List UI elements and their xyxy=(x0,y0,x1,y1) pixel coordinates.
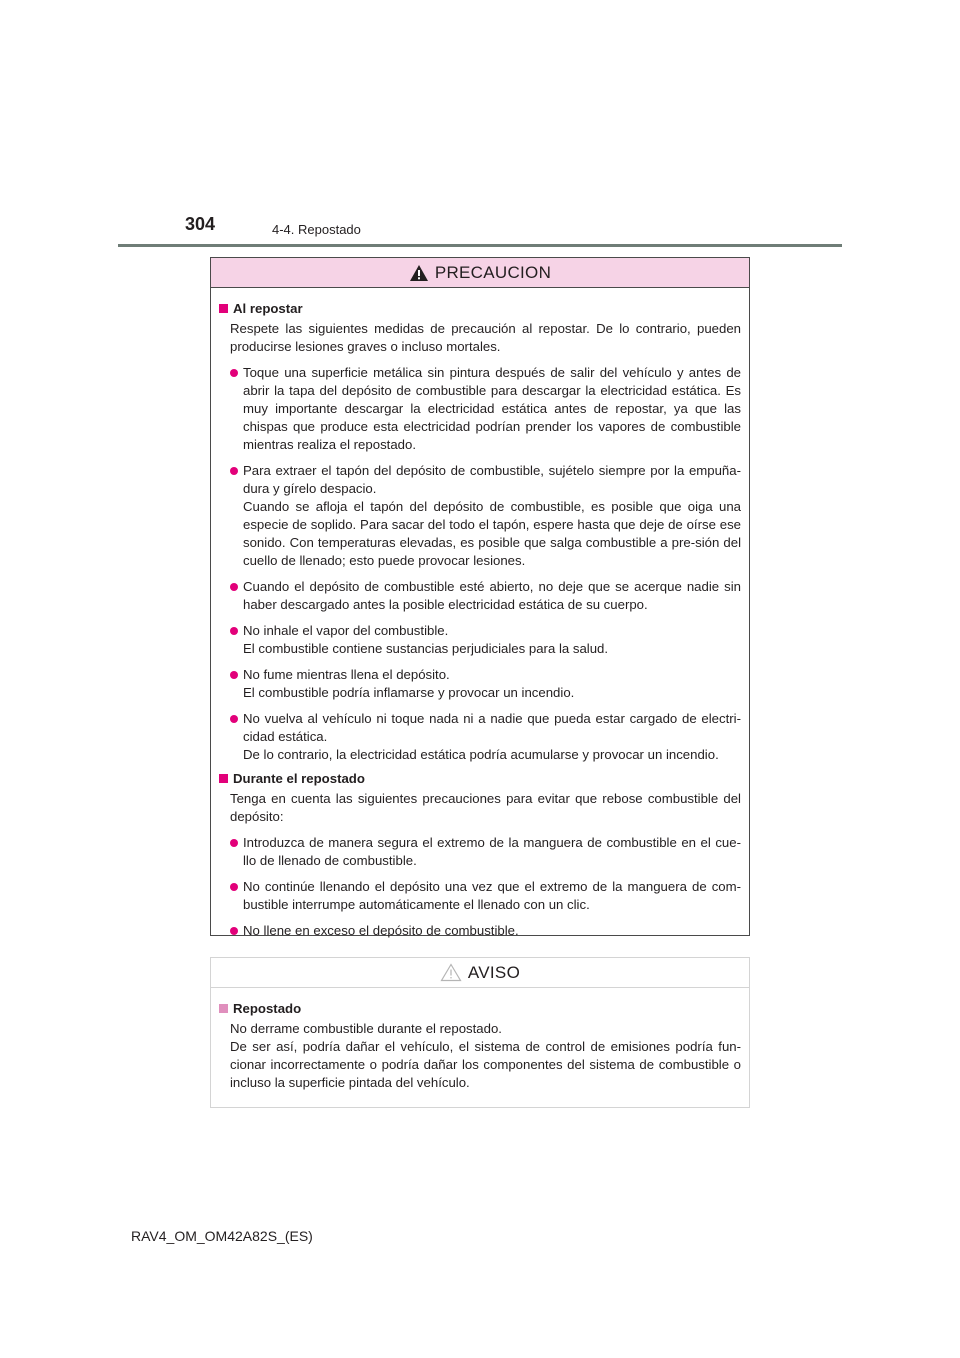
section-heading: Durante el repostado xyxy=(219,770,741,788)
section-heading: Al repostar xyxy=(219,300,741,318)
circle-bullet-icon xyxy=(230,467,238,475)
page-header xyxy=(185,212,845,242)
list-item: No llene en exceso el depósito de combustible. xyxy=(230,922,741,940)
circle-bullet-icon xyxy=(230,671,238,679)
circle-bullet-icon xyxy=(230,927,238,935)
circle-bullet-icon xyxy=(230,583,238,591)
list-item: Cuando el depósito de combustible esté abierto, no deje que se acerque nadie sin haber descargado antes la posible electricidad estática de su cuerpo. xyxy=(230,578,741,614)
list-item: Toque una superficie metálica sin pintura después de salir del vehículo y antes de abrir la tapa del depósito de combustible para descargar la electricidad estática. Es muy importante descargar la electricidad estática antes de repostar, ya que las chispas que produce esta electricidad podrían prender los vapores de combustible mientras realiza el repostado. xyxy=(230,364,741,454)
list-item: No inhale el vapor del combustible. El combustible contiene sustancias perjudiciales para la salud. xyxy=(230,622,741,658)
list-item: No vuelva al vehículo ni toque nada ni a nadie que pueda estar cargado de electri-cidad estática. De lo contrario, la electricidad estática podría acumularse y provocar un incendio. xyxy=(230,710,741,764)
caution-box xyxy=(210,257,750,936)
list-item: No fume mientras llena el depósito. El combustible podría inflamarse y provocar un incendio. xyxy=(230,666,741,702)
list-item: No continúe llenando el depósito una vez que el extremo de la manguera de com-bustible interrumpe automáticamente el llenado con un clic. xyxy=(230,878,741,914)
section-text: No derrame combustible durante el repostado. De ser así, podría dañar el vehículo, el sistema de control de emisiones podría fun-cionar incorrectamente o podría dañar los componentes del sistema de combustible o incluso la superficie pintada del vehículo. xyxy=(230,1021,741,1090)
caution-section-during-refueling xyxy=(219,770,741,940)
caution-section-refueling xyxy=(219,300,741,764)
section-heading: Repostado xyxy=(219,1000,741,1018)
section-title: 4-4. Repostado xyxy=(272,222,361,237)
circle-bullet-icon xyxy=(230,627,238,635)
caution-body xyxy=(211,288,749,940)
page-number: 304 xyxy=(185,214,216,234)
circle-bullet-icon xyxy=(230,369,238,377)
section-intro: Tenga en cuenta las siguientes precauciones para evitar que rebose combustible del depósito: xyxy=(230,791,741,824)
square-bullet-icon xyxy=(219,774,228,783)
notice-body xyxy=(211,988,749,1092)
circle-bullet-icon xyxy=(230,883,238,891)
header-rule xyxy=(118,244,842,247)
circle-bullet-icon xyxy=(230,839,238,847)
list-item: Para extraer el tapón del depósito de combustible, sujételo siempre por la empuña-dura y gírelo despacio. Cuando se afloja el tapón del depósito de combustible, es posible que oiga una especie de soplido. Para sacar del todo el tapón, espere hasta que deje de oírse ese sonido. Con temperaturas elevadas, es posible que salga combustible a pre-sión del cuello de llenado; esto puede provocar lesiones. xyxy=(230,462,741,570)
document-code: RAV4_OM_OM42A82S_(ES) xyxy=(131,1228,313,1244)
notice-title: AVISO xyxy=(467,962,521,982)
circle-bullet-icon xyxy=(230,715,238,723)
notice-title-bar xyxy=(211,958,749,988)
caution-title: PRECAUCION xyxy=(434,262,552,282)
warning-outline-icon xyxy=(440,963,462,982)
list-item: Introduzca de manera segura el extremo de la manguera de combustible en el cue-llo de llenado de combustible. xyxy=(230,834,741,870)
section-intro: Respete las siguientes medidas de precaución al repostar. De lo contrario, pueden producirse lesiones graves o incluso mortales. xyxy=(230,321,741,354)
caution-title-bar xyxy=(211,258,749,288)
square-bullet-icon xyxy=(219,304,228,313)
warning-icon xyxy=(409,264,429,282)
square-bullet-icon xyxy=(219,1004,228,1013)
notice-section-refueling xyxy=(219,1000,741,1092)
notice-box xyxy=(210,957,750,1108)
